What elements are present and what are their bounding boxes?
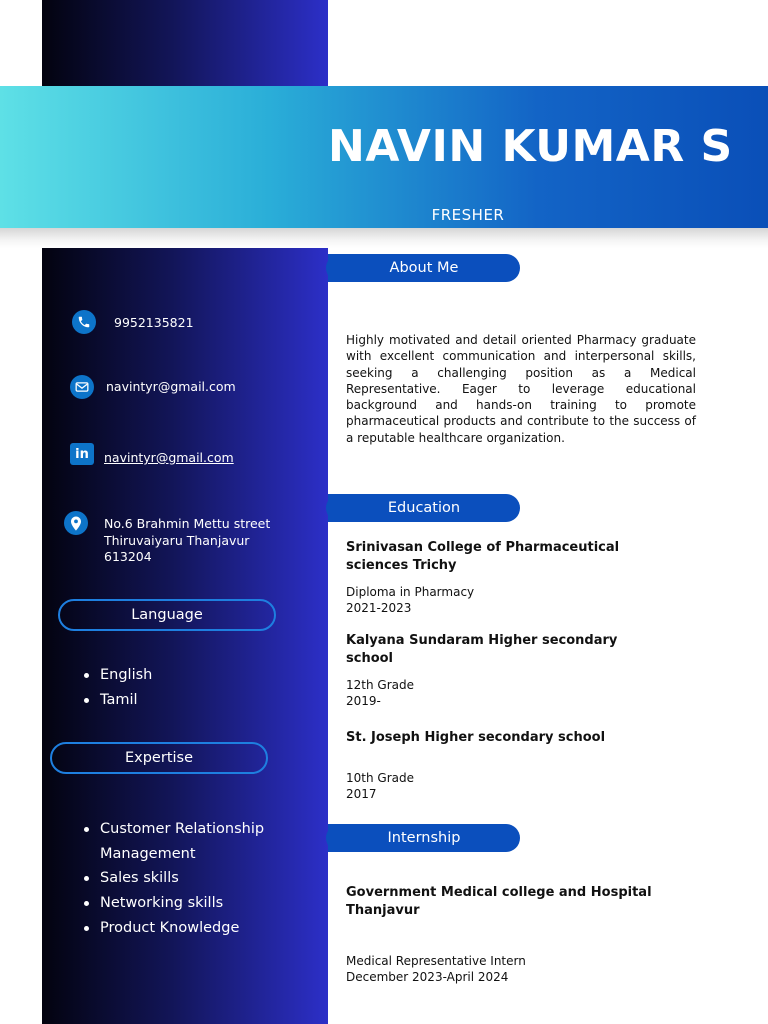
language-item: English <box>84 663 152 688</box>
detail-line: 2021-2023 <box>346 601 412 615</box>
expertise-heading: Expertise <box>50 742 268 774</box>
location-pin-icon <box>64 511 88 535</box>
internship-detail <box>346 953 646 985</box>
address-line: 613204 <box>104 549 152 564</box>
expertise-list <box>84 817 264 941</box>
candidate-role: FRESHER <box>431 206 505 224</box>
mail-icon <box>70 375 94 399</box>
detail-line: Diploma in Pharmacy <box>346 585 475 599</box>
education-detail <box>346 770 646 802</box>
expertise-item-continued: Management <box>100 845 196 862</box>
education-detail <box>346 677 646 709</box>
expertise-item: Product Knowledge <box>84 916 264 941</box>
expertise-item: Networking skills <box>84 891 264 916</box>
address-line: No.6 Brahmin Mettu street <box>104 516 271 531</box>
detail-line: 2017 <box>346 787 377 801</box>
detail-line: 10th Grade <box>346 771 414 785</box>
institution-line: Thanjavur <box>346 903 420 918</box>
about-heading: About Me <box>328 254 520 282</box>
phone-icon <box>72 310 96 334</box>
education-institution <box>346 632 626 668</box>
detail-line: Medical Representative Intern <box>346 954 526 968</box>
expertise-item: Sales skills <box>84 866 264 891</box>
detail-line: December 2023-April 2024 <box>346 970 509 984</box>
detail-line: 12th Grade <box>346 678 414 692</box>
language-list <box>84 663 152 712</box>
language-heading: Language <box>58 599 276 631</box>
institution-line: Government Medical college and Hospital <box>346 885 652 900</box>
header-band-shadow <box>0 228 768 248</box>
candidate-name: NAVIN KUMAR S <box>328 121 733 172</box>
linkedin-link[interactable]: navintyr@gmail.com <box>104 450 234 465</box>
institution-line: school <box>346 651 394 666</box>
institution-line: Kalyana Sundaram Higher secondary <box>346 633 618 648</box>
institution-line: St. Joseph Higher secondary school <box>346 730 606 745</box>
linkedin-icon: in <box>70 443 94 465</box>
internship-institution <box>346 884 666 920</box>
internship-heading: Internship <box>328 824 520 852</box>
address-line: Thiruvaiyaru Thanjavur <box>104 532 250 548</box>
institution-line: sciences Trichy <box>346 558 457 573</box>
detail-line: 2019- <box>346 694 381 708</box>
phone-number: 9952135821 <box>114 315 194 330</box>
education-institution <box>346 539 626 575</box>
language-item: Tamil <box>84 688 152 713</box>
education-heading: Education <box>328 494 520 522</box>
address <box>104 516 270 566</box>
email-address: navintyr@gmail.com <box>106 379 236 394</box>
education-institution <box>346 729 626 747</box>
expertise-item: Customer Relationship <box>84 817 264 842</box>
about-text: Highly motivated and detail oriented Pharmacy graduate with excellent communication and interpersonal skills, seeking a challenging position as a Medical Representative. Eager to leverage educational background and hands-on training to promote pharmaceutical products and contribute to the success of a reputable healthcare organization. <box>346 333 696 445</box>
institution-line: Srinivasan College of Pharmaceutical <box>346 540 620 555</box>
education-detail <box>346 584 646 616</box>
